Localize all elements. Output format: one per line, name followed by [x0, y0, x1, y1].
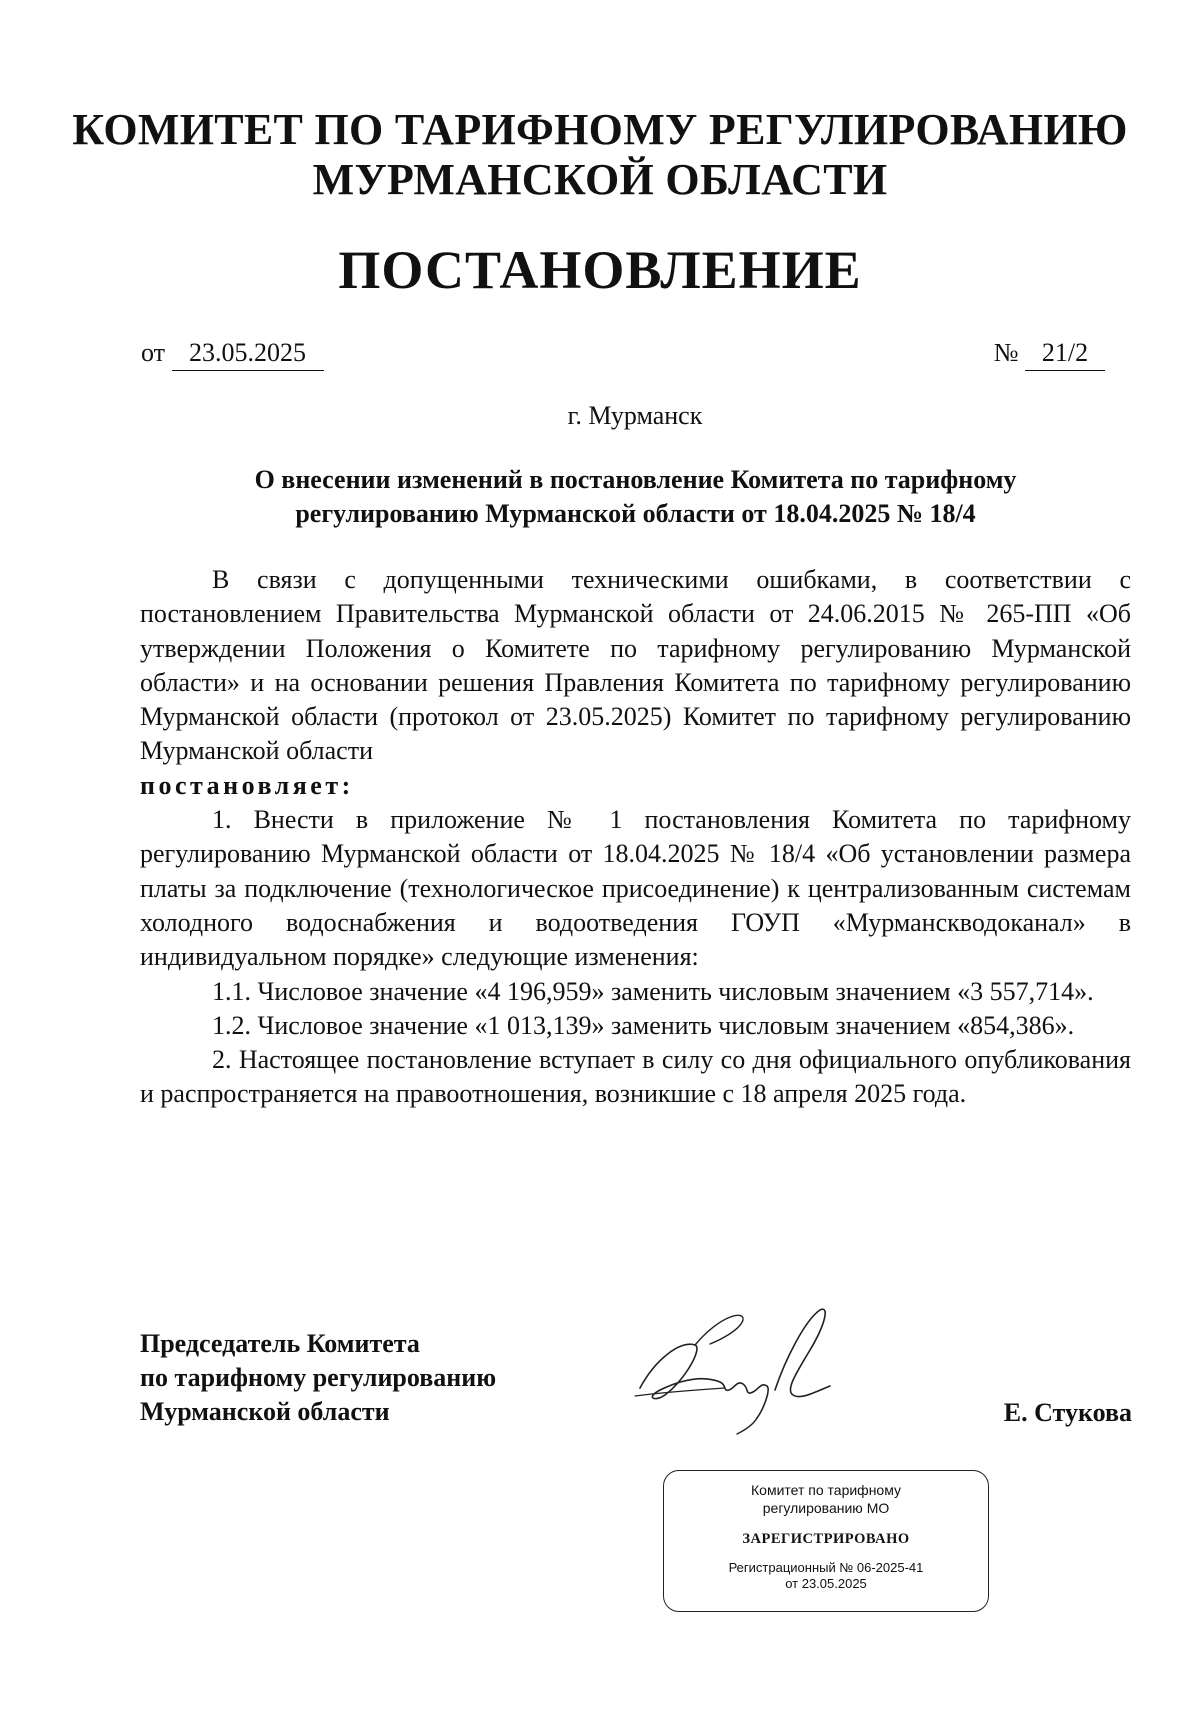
handwritten-signature [625, 1300, 840, 1440]
item-1-1: 1.1. Числовое значение «4 196,959» заменить числовым значением «3 557,714». [212, 976, 1094, 1006]
date-prefix: от [141, 338, 166, 367]
stamp-status: ЗАРЕГИСТРИРОВАНО [742, 1531, 910, 1547]
signatory-title [140, 1327, 600, 1429]
stamp-org [664, 1481, 988, 1517]
registration-stamp [663, 1470, 989, 1612]
signatory-title-line1: Председатель Комитета [140, 1329, 420, 1358]
document-body [140, 563, 1131, 1112]
number-prefix: № [993, 338, 1019, 367]
signatory-name: Е. Стукова [1003, 1398, 1132, 1427]
document-type-title: ПОСТАНОВЛЕНИЕ [338, 240, 862, 300]
signatory-title-line3: Мурманской области [140, 1397, 390, 1426]
stamp-registration [664, 1560, 988, 1592]
stamp-reg-date: от 23.05.2025 [785, 1576, 867, 1591]
stamp-reg-number: Регистрационный № 06-2025-41 [728, 1560, 924, 1575]
stamp-org-line2: регулированию МО [762, 1500, 890, 1516]
city: г. Мурманск [567, 401, 703, 430]
item-2: 2. Настоящее постановление вступает в силу со дня официального опубликования и распространяется на правоотношения, возникшие с 18 апреля 2025 года. [140, 1045, 1131, 1109]
stamp-org-line1: Комитет по тарифному [751, 1482, 901, 1498]
document-date-line [141, 337, 324, 371]
document-subject [140, 463, 1131, 531]
document-date: 23.05.2025 [172, 337, 324, 371]
item-1: 1. Внести в приложение № 1 постановления Комитета по тарифному регулированию Мурманской области от 18.04.2025 № 18/4 «Об установлении размера платы за подключение (технологическое присоединение) к централизованным системам холодного водоснабжения и водоотведения ГОУП «Мурманскводоканал» в индивидуальном порядке» следующие изменения: [140, 805, 1131, 972]
org-name-line2: МУРМАНСКОЙ ОБЛАСТИ [312, 155, 888, 204]
resolves-word: постановляет: [140, 770, 354, 800]
subject-line2: регулированию Мурманской области от 18.04.2025 № 18/4 [295, 499, 976, 528]
document-number: 21/2 [1025, 337, 1105, 371]
preamble-paragraph: В связи с допущенными техническими ошибками, в соответствии с постановлением Правительства Мурманской области от 24.06.2015 № 265-ПП «Об утверждении Положения о Комитете по тарифному регулированию Мурманской области» и на основании решения Правления Комитета по тарифному регулированию Мурманской области (протокол от 23.05.2025) Комитет по тарифному регулированию Мурманской области [140, 565, 1131, 766]
document-number-line [994, 337, 1105, 371]
subject-line1: О внесении изменений в постановление Комитета по тарифному [254, 465, 1017, 494]
org-name-line1: КОМИТЕТ ПО ТАРИФНОМУ РЕГУЛИРОВАНИЮ [72, 105, 1128, 154]
signatory-title-line2: по тарифному регулированию [140, 1363, 497, 1392]
item-1-2: 1.2. Числовое значение «1 013,139» заменить числовым значением «854,386». [212, 1010, 1075, 1040]
